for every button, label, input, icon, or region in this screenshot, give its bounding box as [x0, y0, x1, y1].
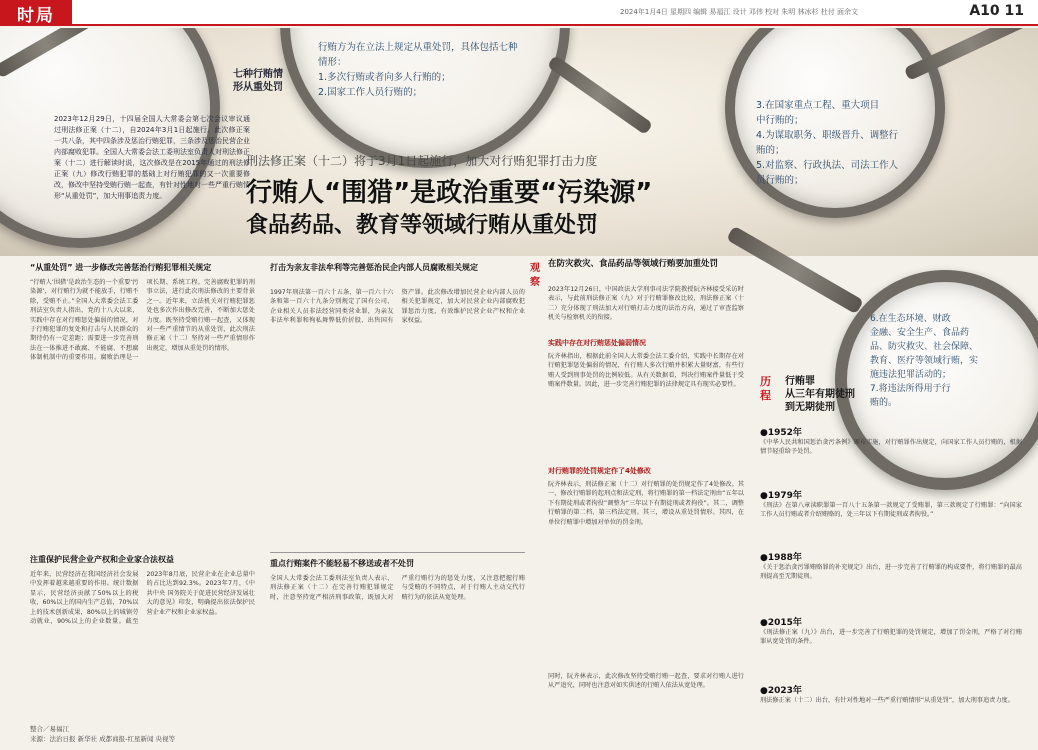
col2-subhead-1: 打击为亲友非法牟利等完善惩治民企内部人员腐败相关规定 — [270, 263, 478, 272]
history-text: 刑法修正案（十二）出台，有针对性地对一些严重行贿情形“从重处罚”，加大刑事追责力度。 — [760, 697, 1014, 704]
headline-main: 行贿人“围猎”是政治重要“污染源” — [246, 178, 653, 208]
lens-line: 贿的； — [756, 145, 785, 156]
col1-text-2: 近年来，民营经济在我国经济社会发展中发挥着越来越重要的作用。统计数据显示，民营经济贡献了50%以上的税收，60%以上的国内生产总值，70%以上的技术创新成果，80%以上的城镇劳动就业，90%以上的企业数量。截至2023年8月底，民营企业在企业总量中的占比达到92.3%。2023年7月，《中共中央 国务院关于促进民营经济发展壮大的意见》印发，明确提出依法保护民营企业产权和企业家权益。 — [30, 571, 255, 626]
intro-note: 2023年12月29日，十四届全国人大常委会第七次会议审议通过刑法修正案（十二），自2024年3月1日起施行。此次修正案一共八条，其中四条涉及惩治行贿犯罪，三条涉及惩治民营企业内部腐败犯罪。全国人大常委会法工委刑法室负责人对刑法修正案（十二）进行解读时说，这次修改是在2015年通过的刑法修正案（九）修改行贿犯罪的基础上对行贿犯罪的又一次重要修改，修改中坚持受贿行贿一起查，有针对性地对一些严重行贿情形“从重处罚”，加大刑事追责力度。 — [54, 115, 250, 200]
col4-text-4: 同时，阮齐林表示，此次修改坚持受贿行贿一起查，要求对行贿人进行从严追究，同时也注意对如实供述的行贿人依法从宽处理。 — [548, 673, 744, 690]
lens-line: 5.对监察、行政执法、司法工作人 — [756, 160, 899, 171]
lens-line: 7.将违法所得用于行 — [870, 384, 951, 394]
col4-text-3: 阮齐林表示，刑法修正案（十二）对行贿罪的处罚规定作了4处修改。其一，修改行贿罪的起刑点和法定刑，将行贿罪的第一档法定刑由“五年以下有期徒刑或者拘役”调整为“三年以下有期徒刑或者拘役”。其二，调整行贿罪的第二档、第三档法定刑。其三，增设从重处罚情形。其四，在单位行贿罪中增加对单位的罚金刑。 — [548, 481, 744, 526]
history-title: 行贿罪 从三年有期徒刑 到无期徒刑 — [785, 376, 855, 413]
credits: 整合／易福江 来源：法治日报 新华社 成都商报-红星新闻 央视等 — [30, 725, 176, 743]
lens-text-right — [756, 98, 906, 188]
history-tag: 历程 — [760, 375, 771, 402]
divider — [270, 552, 525, 553]
lens-text-center — [318, 40, 518, 100]
col2-text-2: 全国人大常委会法工委刑法室负责人表示，刑法修正案（十二）在完善行贿犯罪规定时，注意坚持宽严相济刑事政策，既加大对严重行贿行为的惩处力度，又注意把握行贿与受贿的不同特点，对于行贿人主动交代行贿行为的依法从宽处理。 — [270, 575, 525, 601]
history-year: ●1952年 — [760, 428, 802, 438]
page-number: A10 11 — [969, 3, 1024, 19]
history-text: 《中华人民共和国惩治贪污条例》颁布实施，对行贿罪作出规定，向国家工作人员行贿的，根据情节轻重给予处罚。 — [760, 439, 1022, 456]
magnifier-handle-icon — [547, 55, 653, 135]
lens-line: 1.多次行贿或者向多人行贿的； — [318, 72, 451, 83]
lens-text-bottom — [870, 312, 1020, 410]
col1-text-1: “行贿人‘围猎’是政治生态的一个重要‘污染源’，对行贿行为就不能放手，行贿不除，受贿不止。”全国人大常委会法工委刑法室负责人指出，党的十八大以来，实践中存在对行贿惩处偏弱的情况，对于行贿犯罪的复处和打击与人民群众的期待仍有一定差距；需要进一步完善刑法在一体推进不敢腐、不能腐、不想腐体制机制中的重要作用。腐败治理是一项长期、系统工程。完善腐败犯罪的刑事立法，进行此次刑法修改的主要背景之一。近年来，立法机关对行贿犯罪惩处也多次作出修改完善，不断加大惩处力度。既坚持受贿行贿一起查，又体现对一些严重情节的从重处罚，此次刑法修正案（十二）坚持对一些严重情形作出规定，增加从重处罚的情形。 — [30, 279, 255, 362]
lens-line: 中行贿的； — [756, 115, 804, 126]
lens-line: 施违法犯罪活动的； — [870, 370, 952, 380]
history-year: ●2023年 — [760, 686, 802, 696]
lens-line: 行贿方为在立法上规定从重处罚，具体包括七种情形： — [318, 42, 518, 68]
history-year: ●1979年 — [760, 491, 802, 501]
col4-text-1: 2023年12月26日，中国政法大学刑事司法学院教授阮齐林接受采访时表示，与此前刑法修正案（九）对于行贿罪修改比较，刑法修正案（十二）充分体现了刑法加大对行贿打击力度的法治方向，通过了审查监察机关与检察机关的衔接。 — [548, 286, 744, 322]
history-text: 《关于惩治贪污罪贿赂罪的补充规定》出台，进一步完善了行贿罪的构成要件，将行贿罪的最高刑提高至无期徒刑。 — [760, 564, 1022, 581]
lens-line: 品、防灾救灾、社会保障、 — [870, 342, 979, 352]
kicker: 刑法修正案（十二）将于3月1日起施行，加大对行贿犯罪打击力度 — [246, 154, 598, 168]
date-line: 2024年1月4日 星期四 编辑 易福江 设计 邓伟 校对 朱明 林冰杉 杜付 面余文 — [620, 8, 858, 16]
lens-line: 2.国家工作人员行贿的； — [318, 87, 423, 98]
observe-tag: 观察 — [530, 263, 540, 288]
col4-subhead-1: 在防灾救灾、食品药品等领域行贿要加重处罚 — [548, 259, 719, 269]
history-text: 《刑法修正案（九）》出台，进一步完善了行贿犯罪的处罚规定，增加了罚金刑，严格了对行贿罪从宽处罚的条件。 — [760, 629, 1022, 646]
lens-line: 贿的。 — [870, 398, 898, 408]
lens-line: 教育、医疗等领域行贿，实 — [870, 356, 979, 366]
col4-text-2: 阮齐林指出，根据此前全国人大常委会法工委介绍，实践中长期存在对行贿犯罪惩处偏弱的情况，有行贿人多次行贿并积累大量财富，有些行贿人受到刑事处罚的比例较低。从有关数据看，判决行贿案件量低于受贿案件数量。因此，进一步完善行贿犯罪的法律规定具有现实必要性。 — [548, 353, 744, 389]
col1-subhead-2: 注重保护民营企业产权和企业家合法权益 — [30, 555, 174, 564]
col1-subhead-1: “从重处罚” 进一步修改完善惩治行贿犯罪相关规定 — [30, 263, 212, 272]
page-header — [0, 0, 1038, 26]
history-year: ●1988年 — [760, 553, 802, 563]
seven-situations-title: 七种行贿情 形从重处罚 — [233, 69, 283, 93]
col2-text-1: 1997年刑法第一百六十五条、第一百六十六条和第一百六十九条分别规定了国有公司、企业相关人员非法经营同类营业罪，为亲友非法牟利罪和徇私舞弊低价折股、出售国有资产罪。此次修改增加民营企业内部人员的相关犯罪规定，加大对民营企业内部腐败犯罪惩治力度，有效维护民营企业产权和企业家权益。 — [270, 289, 525, 325]
lens-line: 4.为谋取职务、职级晋升、调整行 — [756, 130, 899, 141]
history-text: 《刑法》在第八章渎职罪第一百八十五条第一款规定了受贿罪，第三款规定了行贿罪：“向国家工作人员行贿或者介绍贿赂的，处三年以下有期徒刑或者拘役。” — [760, 502, 1022, 519]
col2-subhead-2: 重点行贿案件不能轻易不移送或者不处罚 — [270, 559, 414, 568]
history-year: ●2015年 — [760, 618, 802, 628]
col4-subhead-3: 对行贿罪的处罚规定作了4处修改 — [548, 467, 651, 475]
headline-sub: 食品药品、教育等领域行贿从重处罚 — [246, 213, 599, 238]
section-tag: 时局 — [0, 0, 72, 26]
lens-line: 6.在生态环境、财政 — [870, 314, 951, 324]
lens-line: 员行贿的； — [756, 175, 804, 186]
lens-line: 3.在国家重点工程、重大项目 — [756, 100, 880, 111]
lens-line: 金融、安全生产、食品药 — [870, 328, 970, 338]
feature-banner — [0, 28, 1038, 256]
col4-subhead-2: 实践中存在对行贿惩处偏弱情况 — [548, 339, 646, 347]
